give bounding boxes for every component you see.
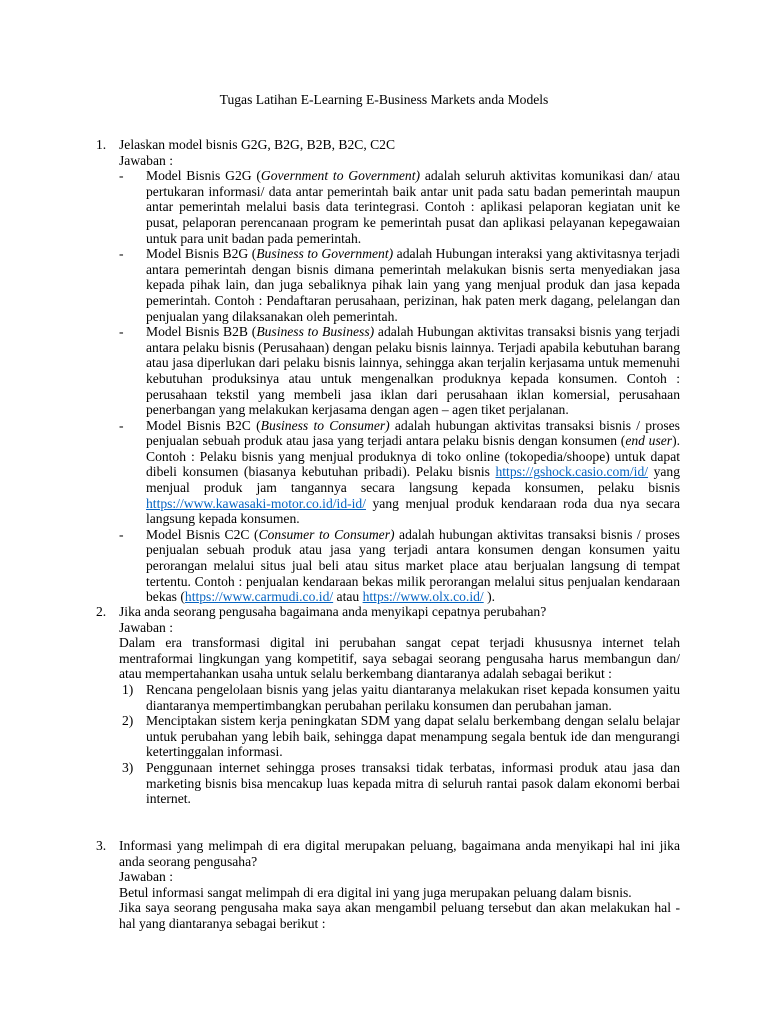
question-1 (96, 137, 680, 605)
answer-paragraph-2: Jika saya seorang pengusaha maka saya akan mengambil peluang tersebut dan akan melakukan hal - hal yang diantaranya sebagai berikut : (119, 900, 680, 931)
item-text: adalah hubungan aktivitas transaksi bisnis / proses penjualan sebuah produk atau jasa yang terjadi antara konsumen dengan konsumen yaitu perorangan melalui situs jual beli atau situs market place atau berjualan langsung di tempat tertentu. Contoh : penjualan kendaraan bekas milik perorangan melalui situs penjualan kendaraan bekas ( (146, 526, 680, 605)
link-carmudi[interactable]: https://www.carmudi.co.id/ (184, 589, 334, 605)
item-term: Government to Government) (260, 168, 421, 184)
item-lead: Model Bisnis C2C ( (146, 526, 259, 542)
item-text: adalah hubungan aktivitas transaksi bisnis / proses penjualan sebuah produk atau jasa yang terjadi antara pelaku bisnis dengan konsumen ( (146, 417, 680, 449)
question-2 (96, 604, 680, 807)
item-term: Business to Consumer) (260, 417, 390, 433)
item-lead: Model Bisnis G2G ( (146, 168, 261, 184)
item-text: ). (483, 589, 496, 605)
question-text: Jelaskan model bisnis G2G, B2G, B2B, B2C, C2C (119, 137, 396, 152)
list-item-g2g (119, 168, 680, 246)
answer-intro: Dalam era transformasi digital ini perubahan sangat cepat terjadi khususnya internet telah mentraformai lingkungan yang kompetitif, saya sebagai seorang pengusaha harus membangun dan/ atau mempertahankan usaha untuk selalu berkembang diantaranya adalah sebagai berikut : (119, 635, 680, 682)
answer-label: Jawaban : (119, 619, 173, 635)
item-text: yang menjual produk jam tangannya secara langsung kepada konsumen, pelaku bisnis (146, 464, 680, 496)
question-text: Informasi yang melimpah di era digital merupakan peluang, bagaimana anda menyikapi hal ini jika anda seorang pengusaha? (119, 838, 680, 869)
item-lead: Model Bisnis B2B ( (146, 324, 257, 340)
item-text: adalah Hubungan aktivitas transaksi bisnis yang terjadi antara pelaku bisnis (Perusahaan) dengan pelaku bisnis lainnya. Terjadi apabila kebutuhan barang atau jasa diperlukan dari pelaku bisnis lainnya, sehingga akan terjalin kerjasama untuk memenuhi kebutuhan produksinya atau untuk mengenalkan produknya kepada konsumen. Contoh : perusahaan tekstil yang membeli jasa iklan dari perusahaan iklan komersial, perusahaan penerbangan yang melakukan kerjasama dengan agen – agen tiket perjalanan. (146, 324, 680, 418)
item-text: yang menjual produk kendaraan roda dua nya secara langsung kepada konsumen. (146, 495, 680, 527)
item-term: Consumer to Consumer) (258, 526, 395, 542)
dash-bullet: - (119, 526, 124, 542)
item-text: Menciptakan sistem kerja peningkatan SDM yang dapat selalu berkembang dengan selalu belajar untuk perubahan yang lebih baik, sehingga dapat menampung segala bentuk ide dan mengurangi ketertinggalan informasi. (146, 713, 680, 760)
item-number: 3) (122, 759, 134, 775)
dash-bullet: - (119, 417, 124, 433)
answer-paragraph-1: Betul informasi sangat melimpah di era digital ini yang juga merupakan peluang dalam bisnis. (119, 884, 632, 900)
item-text: adalah seluruh aktivitas komunikasi dan/ atau pertukaran informasi/ data antar pemerintah baik antar unit pada satu badan pemerintah maupun antar pemerintah melalui basis data terintegrasi. Contoh : aplikasi pelaporan kegiatan unit ke pusat, pelaporan perencanaan program ke pemerintah pusat dan aplikasi pelayanan kepegawaian untuk para unit badan pada pemerintah. (146, 168, 680, 246)
item-term: Business to Business) (256, 324, 375, 340)
dash-bullet: - (119, 246, 124, 262)
dash-bullet: - (119, 168, 124, 184)
item-text: ). Contoh : Pelaku bisnis yang menjual produknya di toko online (tokopedia/shoope) untuk dapat dibeli konsumen (biasanya kebutuhan pribadi). Pelaku bisnis (146, 433, 680, 480)
list-item-b2g (119, 246, 680, 324)
item-text: atau (333, 589, 363, 605)
item-text: adalah Hubungan interaksi yang aktivitasnya terjadi antara pemerintah dengan bisnis dimana pemerintah melakukan bisnis serta menyediakan jasa kepada pihak lain, dan juga sebaliknya pihak lain yang yang menjual produk dan jasa kepada pemerintah. Contoh : Pendaftaran perusahaan, perizinan, hak paten merk dagang, pelelangan dan penjualan yang dilaksanakan oleh pemerintah. (146, 246, 680, 324)
list-item-c2c (119, 527, 680, 605)
question-number: 2. (96, 604, 107, 619)
item-number: 1) (122, 681, 134, 697)
answer-label: Jawaban : (119, 869, 173, 885)
link-gshock[interactable]: https://gshock.casio.com/id/ (495, 464, 649, 480)
document-title: Tugas Latihan E-Learning E-Business Markets anda Models (219, 92, 549, 107)
numbered-item-2 (119, 713, 680, 760)
item-term: Business to Government) (256, 246, 394, 262)
answer-label: Jawaban : (119, 152, 173, 168)
question-3 (96, 838, 680, 932)
link-olx[interactable]: https://www.olx.co.id/ (362, 589, 484, 605)
item-term: end user (625, 433, 673, 449)
list-item-b2c (119, 418, 680, 527)
list-item-b2b (119, 324, 680, 418)
link-kawasaki[interactable]: https://www.kawasaki-motor.co.id/id-id/ (146, 495, 366, 511)
dash-bullet: - (119, 324, 124, 340)
item-lead: Model Bisnis B2G ( (146, 246, 257, 262)
item-text: Penggunaan internet sehingga proses transaksi tidak terbatas, informasi produk atau jasa dan marketing bisnis bisa mencakup luas kepada mitra di seluruh rantai pasok dalam ekonomi berbai internet. (146, 759, 680, 807)
numbered-item-3 (119, 760, 680, 807)
item-number: 2) (122, 713, 134, 729)
item-text: Rencana pengelolaan bisnis yang jelas yaitu diantaranya melakukan riset kepada konsumen yaitu diantaranya mempertimbangkan perubahan perilaku konsumen dan perubahan jaman. (146, 681, 680, 713)
question-number: 1. (96, 137, 107, 152)
question-number: 3. (96, 838, 107, 853)
question-text: Jika anda seorang pengusaha bagaimana anda menyikapi cepatnya perubahan? (119, 604, 547, 619)
item-lead: Model Bisnis B2C ( (146, 417, 261, 433)
numbered-item-1 (119, 682, 680, 713)
